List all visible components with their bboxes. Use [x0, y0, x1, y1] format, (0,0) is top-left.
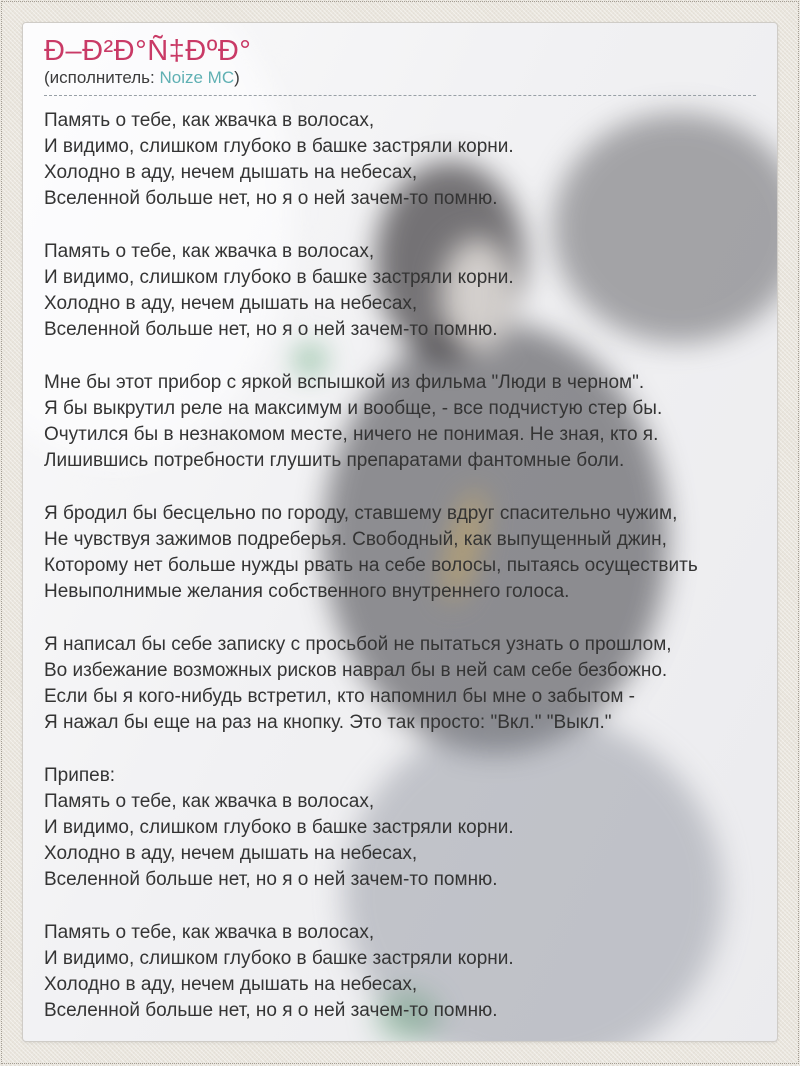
lyric-line: Память о тебе, как жвачка в волосах, — [44, 110, 375, 131]
stanza — [44, 632, 756, 736]
lyric-line: Я написал бы себе записку с просьбой не пытаться узнать о прошлом, — [44, 634, 672, 655]
lyrics-text — [44, 108, 756, 1024]
lyric-line: Вселенной больше нет, но я о ней зачем-то помню. — [44, 188, 498, 209]
lyric-line: Холодно в аду, нечем дышать на небесах, — [44, 162, 418, 183]
lyric-line: Память о тебе, как жвачка в волосах, — [44, 791, 375, 812]
stanza — [44, 920, 756, 1024]
lyric-line: Холодно в аду, нечем дышать на небесах, — [44, 293, 418, 314]
lyric-line: Память о тебе, как жвачка в волосах, — [44, 241, 375, 262]
lyric-line: Припев: — [44, 765, 116, 786]
artist-close-paren: ) — [234, 68, 240, 87]
lyric-line: Если бы я кого-нибудь встретил, кто напомнил бы мне о забытом - — [44, 686, 635, 707]
lyric-line: Холодно в аду, нечем дышать на небесах, — [44, 974, 418, 995]
lyric-line: И видимо, слишком глубоко в башке застряли корни. — [44, 136, 514, 157]
lyric-line: Лишившись потребности глушить препаратами фантомные боли. — [44, 450, 625, 471]
lyric-line: Мне бы этот прибор с яркой вспышкой из фильма "Люди в черном". — [44, 372, 645, 393]
artist-label: (исполнитель: — [44, 68, 155, 87]
lyric-line: Невыполнимые желания собственного внутреннего голоса. — [44, 581, 570, 602]
stanza — [44, 370, 756, 474]
lyric-line: Которому нет больше нужды рвать на себе волосы, пытаясь осуществить — [44, 555, 698, 576]
lyrics-card — [22, 22, 778, 1042]
stanza — [44, 239, 756, 343]
lyric-line: Холодно в аду, нечем дышать на небесах, — [44, 843, 418, 864]
stanza — [44, 108, 756, 212]
lyric-line: Я бы выкрутил реле на максимум и вообще, - все подчистую стер бы. — [44, 398, 663, 419]
stanza — [44, 501, 756, 605]
lyric-line: И видимо, слишком глубоко в башке застряли корни. — [44, 948, 514, 969]
lyric-line: Во избежание возможных рисков наврал бы в ней сам себе безбожно. — [44, 660, 668, 681]
page-title: Ð–Ð²Ð°Ñ‡ÐºÐ° — [44, 35, 252, 67]
artist-link[interactable]: Noize MC — [159, 68, 235, 87]
stanza — [44, 763, 756, 893]
lyric-line: Я нажал бы еще на раз на кнопку. Это так просто: "Вкл." "Выкл." — [44, 712, 612, 733]
lyric-line: И видимо, слишком глубоко в башке застряли корни. — [44, 267, 514, 288]
lyric-line: Не чувствуя зажимов подреберья. Свободный, как выпущенный джин, — [44, 529, 667, 550]
lyric-line: Память о тебе, как жвачка в волосах, — [44, 922, 375, 943]
lyric-line: Вселенной больше нет, но я о ней зачем-то помню. — [44, 319, 498, 340]
lyric-line: Я бродил бы бесцельно по городу, ставшему вдруг спасительно чужим, — [44, 503, 678, 524]
artist-line — [44, 66, 756, 96]
lyric-line: Очутился бы в незнакомом месте, ничего не понимая. Не зная, кто я. — [44, 424, 659, 445]
lyric-line: И видимо, слишком глубоко в башке застряли корни. — [44, 817, 514, 838]
lyric-line: Вселенной больше нет, но я о ней зачем-то помню. — [44, 869, 498, 890]
card-content — [23, 23, 777, 1024]
lyric-line: Вселенной больше нет, но я о ней зачем-то помню. — [44, 1000, 498, 1021]
